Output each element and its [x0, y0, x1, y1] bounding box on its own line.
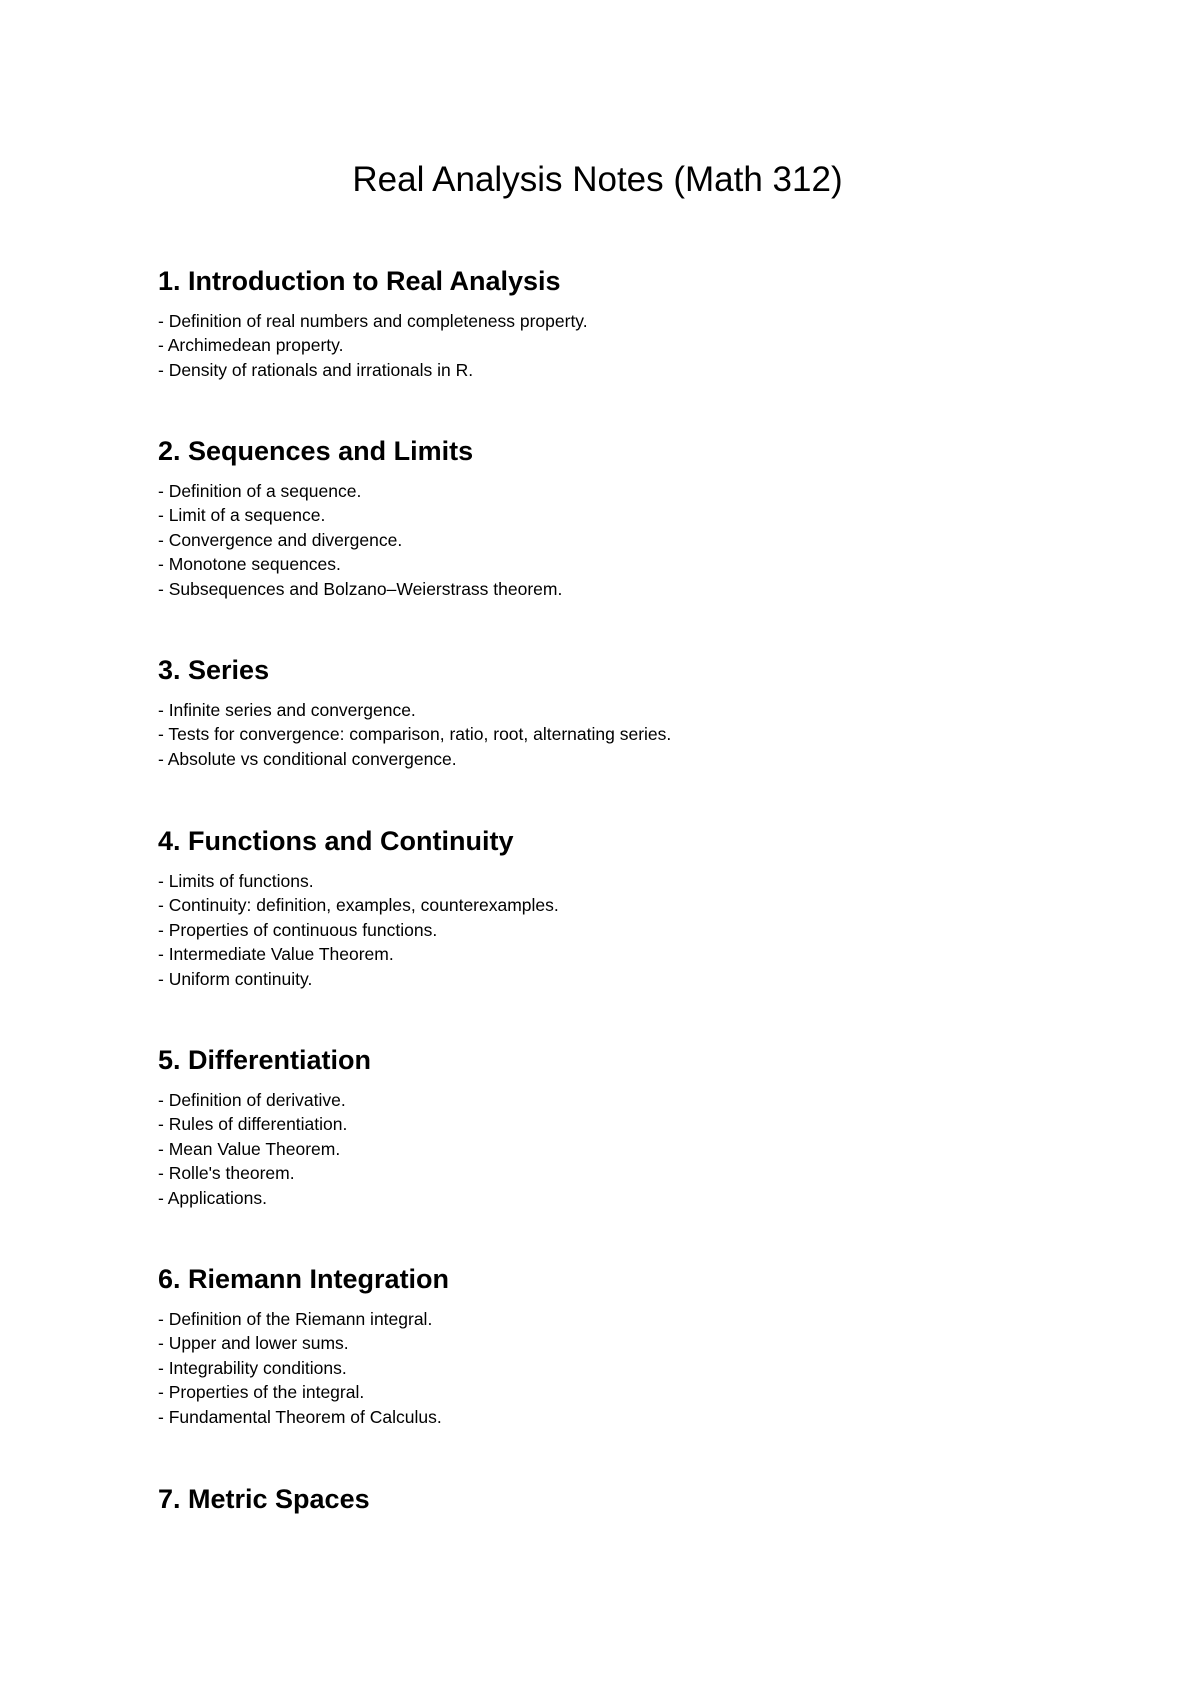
- list-item: - Limits of functions.: [158, 871, 314, 891]
- section-metric-spaces: [158, 1483, 1058, 1515]
- section-sequences-and-limits: [158, 435, 1058, 601]
- section-heading: 1. Introduction to Real Analysis: [158, 266, 561, 296]
- list-item: - Rolle's theorem.: [158, 1163, 295, 1184]
- list-item: - Properties of the integral.: [158, 1382, 365, 1403]
- bullet-list: [158, 1088, 1058, 1210]
- list-item: - Definition of a sequence.: [158, 481, 362, 501]
- list-item: - Applications.: [158, 1187, 267, 1208]
- list-item: - Convergence and divergence.: [158, 529, 403, 550]
- list-item: - Fundamental Theorem of Calculus.: [158, 1406, 442, 1427]
- list-item: - Definition of real numbers and completeness property.: [158, 311, 588, 331]
- bullet-list: [158, 698, 1058, 771]
- list-item: - Infinite series and convergence.: [158, 700, 416, 720]
- section-heading: 4. Functions and Continuity: [158, 826, 514, 856]
- list-item: - Subsequences and Bolzano–Weierstrass theorem.: [158, 578, 563, 599]
- list-item: - Definition of derivative.: [158, 1090, 346, 1110]
- list-item: - Limit of a sequence.: [158, 505, 326, 526]
- section-heading: 6. Riemann Integration: [158, 1264, 450, 1294]
- section-series: [158, 654, 1058, 771]
- section-heading: 3. Series: [158, 655, 270, 685]
- list-item: - Upper and lower sums.: [158, 1333, 349, 1354]
- list-item: - Density of rationals and irrationals in R.: [158, 359, 474, 380]
- list-item: - Definition of the Riemann integral.: [158, 1309, 433, 1329]
- list-item: - Archimedean property.: [158, 335, 344, 356]
- section-differentiation: [158, 1044, 1058, 1210]
- list-item: - Integrability conditions.: [158, 1357, 347, 1378]
- section-heading: 5. Differentiation: [158, 1045, 372, 1075]
- list-item: - Continuity: definition, examples, counterexamples.: [158, 895, 559, 916]
- list-item: - Monotone sequences.: [158, 554, 341, 575]
- section-functions-and-continuity: [158, 825, 1058, 991]
- list-item: - Tests for convergence: comparison, ratio, root, alternating series.: [158, 724, 672, 745]
- list-item: - Intermediate Value Theorem.: [158, 944, 394, 965]
- list-item: - Rules of differentiation.: [158, 1114, 348, 1135]
- section-heading: 7. Metric Spaces: [158, 1484, 370, 1514]
- list-item: - Mean Value Theorem.: [158, 1138, 341, 1159]
- list-item: - Absolute vs conditional convergence.: [158, 748, 457, 769]
- bullet-list: [158, 479, 1058, 601]
- bullet-list: [158, 869, 1058, 991]
- section-heading: 2. Sequences and Limits: [158, 436, 474, 466]
- section-riemann-integration: [158, 1263, 1058, 1429]
- page-title: Real Analysis Notes (Math 312): [352, 160, 843, 199]
- section-introduction: [158, 265, 1058, 382]
- bullet-list: [158, 1307, 1058, 1429]
- list-item: - Uniform continuity.: [158, 968, 313, 989]
- list-item: - Properties of continuous functions.: [158, 919, 438, 940]
- bullet-list: [158, 309, 1058, 382]
